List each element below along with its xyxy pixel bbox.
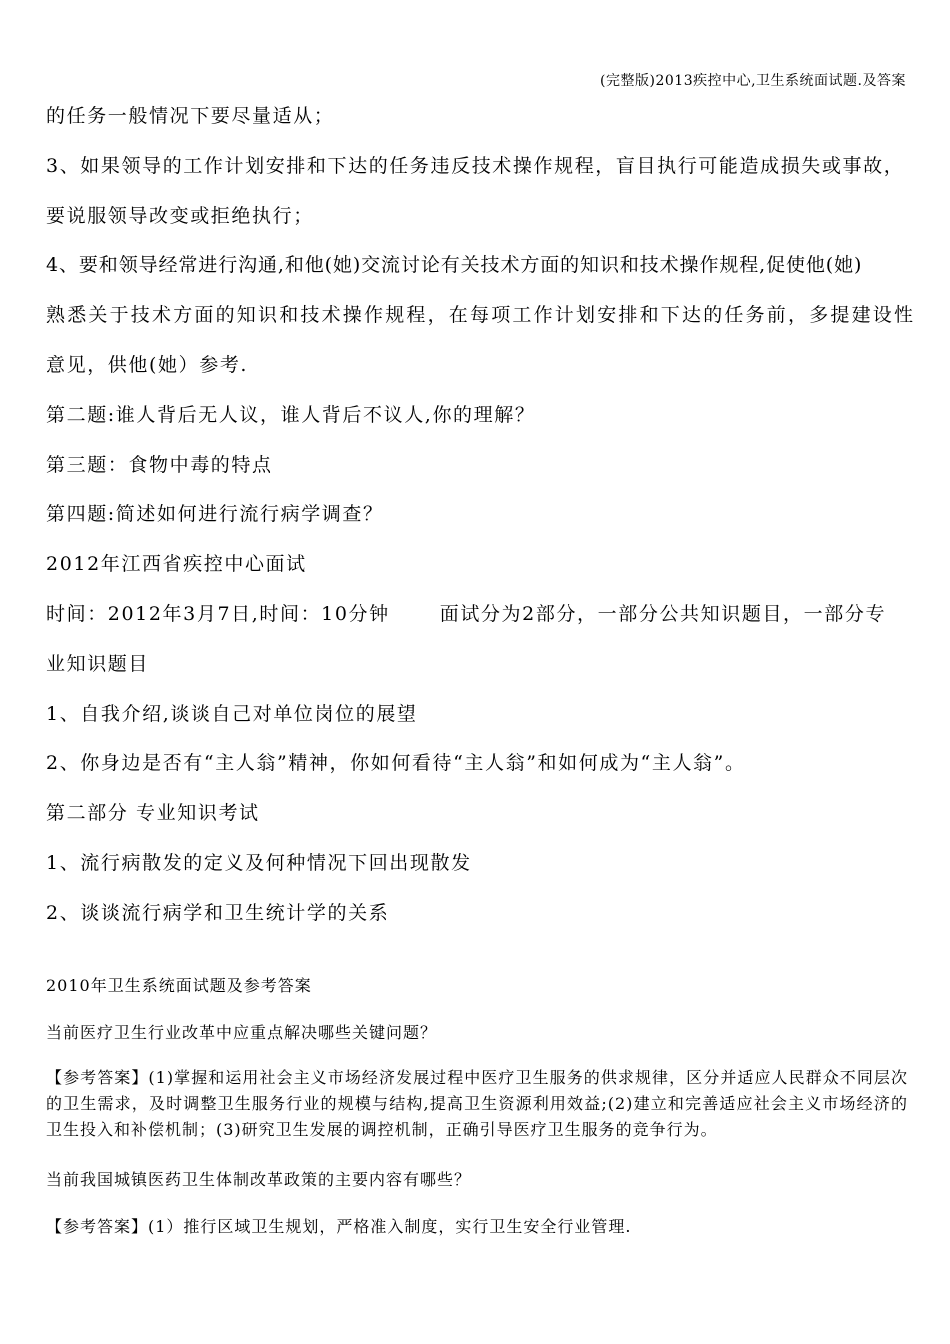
- item-2: 2、你身边是否有“主人翁”精神，你如何看待“主人翁”和如何成为“主人翁”。: [46, 752, 746, 774]
- section-title-2012: 2012年江西省疾控中心面试: [46, 553, 307, 575]
- item-1: 1、自我介绍,谈谈自己对单位岗位的展望: [46, 703, 418, 725]
- section-title-2010: 2010年卫生系统面试题及参考答案: [46, 976, 312, 995]
- question-3: 第三题：食物中毒的特点: [46, 454, 273, 476]
- answer-urban-reform: 【参考答案】(1）推行区域卫生规划，严格准入制度，实行卫生安全行业管理.: [46, 1217, 632, 1236]
- interview-time-text: 时间：2012年3月7日,时间：10分钟: [46, 603, 390, 625]
- text-line-5: 熟悉关于技术方面的知识和技术操作规程，在每项工作计划安排和下达的任务前，多提建设性: [46, 304, 916, 326]
- text-line-4: 4、要和领导经常进行沟通,和他(她)交流讨论有关技术方面的知识和技术操作规程,促使他(她): [46, 254, 863, 276]
- question-urban-reform: 当前我国城镇医药卫生体制改革政策的主要内容有哪些？: [46, 1170, 472, 1189]
- text-line-3: 要说服领导改变或拒绝执行；: [46, 205, 314, 227]
- answer-reform: 【参考答案】(1)掌握和运用社会主义市场经济发展过程中医疗卫生服务的供求规律，区分并适应人民群众不同层次的卫生需求，及时调整卫生服务行业的规模与结构,提高卫生资源利用效益;(2)建立和完善适应社会主义市场经济的卫生投入和补偿机制；(3)研究卫生发展的调控机制，正确引导医疗卫生服务的竞争行为。: [46, 1068, 908, 1139]
- question-2: 第二题:谁人背后无人议，谁人背后不议人,你的理解？: [46, 404, 536, 426]
- part-2-title: 第二部分 专业知识考试: [46, 802, 260, 824]
- part-2-item-1: 1、流行病散发的定义及何种情况下回出现散发: [46, 852, 472, 874]
- question-4: 第四题:简述如何进行流行病学调查？: [46, 503, 384, 525]
- question-reform: 当前医疗卫生行业改革中应重点解决哪些关键问题？: [46, 1023, 438, 1042]
- interview-time: [46, 599, 886, 626]
- text-line-2: 3、如果领导的工作计划安排和下达的任务违反技术操作规程，盲目执行可能造成损失或事故，: [46, 155, 905, 177]
- text-line-1: 的任务一般情况下要尽量适从；: [46, 105, 335, 127]
- text-line-6: 意见，供他(她）参考.: [46, 354, 249, 376]
- text-line-12: 业知识题目: [46, 653, 150, 675]
- part-2-item-2: 2、谈谈流行病学和卫生统计学的关系: [46, 902, 390, 924]
- page-header: (完整版)2013疾控中心,卫生系统面试题.及答案: [600, 73, 906, 89]
- interview-parts-text: 面试分为2部分，一部分公共知识题目，一部分专: [439, 603, 887, 625]
